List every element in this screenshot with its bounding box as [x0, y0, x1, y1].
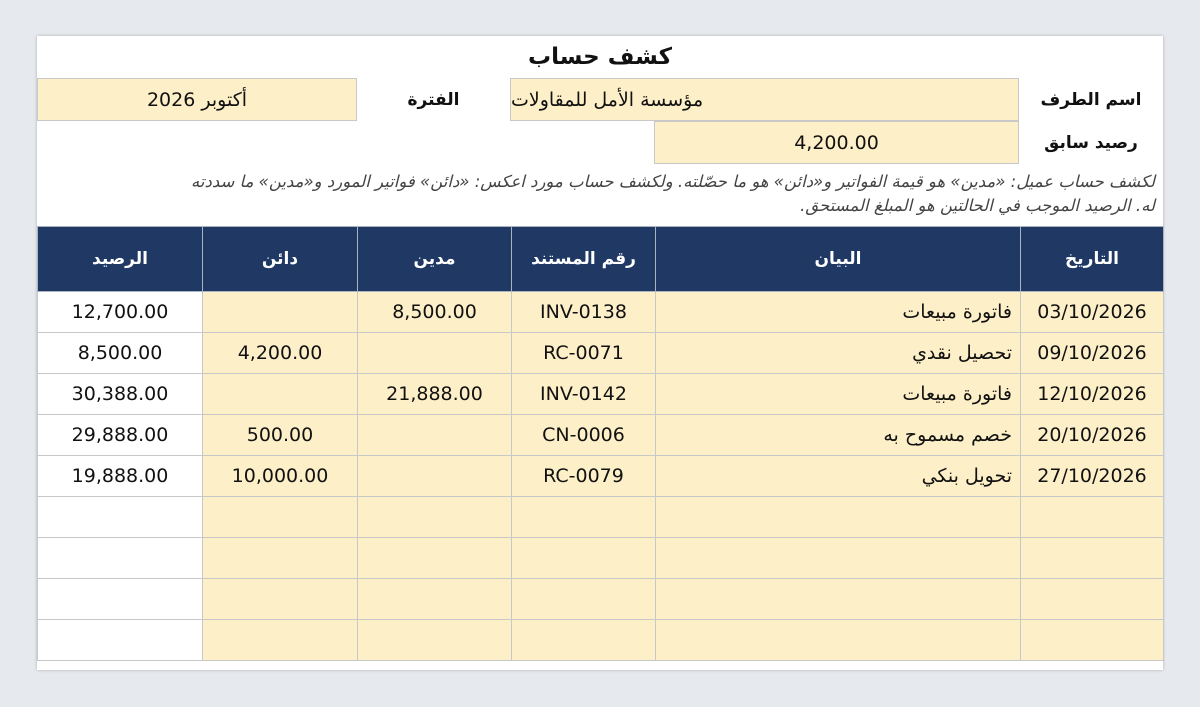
- header-balance: الرصيد: [38, 227, 203, 292]
- balance-cell[interactable]: [38, 497, 203, 538]
- description-cell[interactable]: فاتورة مبيعات: [656, 374, 1021, 415]
- instruction-note: [49, 170, 1155, 222]
- table-row: [38, 374, 1164, 415]
- instruction-note-line-1: لكشف حساب عميل: «مدين» هو قيمة الفواتير و«دائن» هو ما حصّلته. ولكشف حساب مورد اعكس: «دائن» فواتير المورد و«مدين» ما سددته: [191, 172, 1155, 191]
- credit-cell[interactable]: [203, 579, 358, 620]
- debit-cell[interactable]: 8,500.00: [358, 292, 512, 333]
- instruction-note-line-2: له. الرصيد الموجب في الحالتين هو المبلغ المستحق.: [800, 196, 1155, 215]
- debit-cell[interactable]: [358, 456, 512, 497]
- empty-row: [38, 620, 1164, 661]
- table-row: [38, 456, 1164, 497]
- debit-cell[interactable]: 21,888.00: [358, 374, 512, 415]
- empty-row: [38, 538, 1164, 579]
- description-cell[interactable]: [656, 497, 1021, 538]
- balance-cell[interactable]: 8,500.00: [38, 333, 203, 374]
- debit-cell[interactable]: [358, 333, 512, 374]
- empty-row: [38, 497, 1164, 538]
- date-cell[interactable]: [1021, 620, 1164, 661]
- description-cell[interactable]: تحصيل نقدي: [656, 333, 1021, 374]
- empty-row: [38, 579, 1164, 620]
- balance-cell[interactable]: [38, 579, 203, 620]
- doc-no-cell[interactable]: [512, 579, 656, 620]
- party-name-input[interactable]: مؤسسة الأمل للمقاولات: [510, 78, 1019, 121]
- date-cell[interactable]: [1021, 538, 1164, 579]
- credit-cell[interactable]: [203, 497, 358, 538]
- statement-sheet: [37, 36, 1163, 670]
- period-label: الفترة: [407, 89, 460, 110]
- date-cell[interactable]: [1021, 497, 1164, 538]
- description-cell[interactable]: [656, 538, 1021, 579]
- doc-no-cell[interactable]: INV-0138: [512, 292, 656, 333]
- doc-no-cell[interactable]: RC-0079: [512, 456, 656, 497]
- debit-cell[interactable]: [358, 497, 512, 538]
- opening-balance-input[interactable]: 4,200.00: [654, 121, 1019, 164]
- doc-no-cell[interactable]: [512, 497, 656, 538]
- date-cell[interactable]: [1021, 579, 1164, 620]
- date-cell[interactable]: 20/10/2026: [1021, 415, 1164, 456]
- balance-cell[interactable]: 30,388.00: [38, 374, 203, 415]
- date-cell[interactable]: 27/10/2026: [1021, 456, 1164, 497]
- doc-no-cell[interactable]: [512, 620, 656, 661]
- table-row: [38, 333, 1164, 374]
- description-cell[interactable]: [656, 620, 1021, 661]
- balance-cell[interactable]: [38, 538, 203, 579]
- balance-cell[interactable]: 12,700.00: [38, 292, 203, 333]
- credit-cell[interactable]: 4,200.00: [203, 333, 358, 374]
- debit-cell[interactable]: [358, 579, 512, 620]
- header-doc-no: رقم المستند: [512, 227, 656, 292]
- period-input[interactable]: أكتوبر 2026: [37, 78, 357, 121]
- doc-no-cell[interactable]: CN-0006: [512, 415, 656, 456]
- opening-balance-label: رصيد سابق: [1044, 132, 1138, 153]
- credit-cell[interactable]: [203, 374, 358, 415]
- date-cell[interactable]: 12/10/2026: [1021, 374, 1164, 415]
- balance-cell[interactable]: 19,888.00: [38, 456, 203, 497]
- header-description: البيان: [656, 227, 1021, 292]
- description-cell[interactable]: فاتورة مبيعات: [656, 292, 1021, 333]
- table-row: [38, 292, 1164, 333]
- header-credit: دائن: [203, 227, 358, 292]
- description-cell[interactable]: خصم مسموح به: [656, 415, 1021, 456]
- date-cell[interactable]: 09/10/2026: [1021, 333, 1164, 374]
- doc-no-cell[interactable]: INV-0142: [512, 374, 656, 415]
- debit-cell[interactable]: [358, 538, 512, 579]
- ledger-table: [37, 226, 1164, 661]
- date-cell[interactable]: 03/10/2026: [1021, 292, 1164, 333]
- description-cell[interactable]: تحويل بنكي: [656, 456, 1021, 497]
- description-cell[interactable]: [656, 579, 1021, 620]
- credit-cell[interactable]: [203, 538, 358, 579]
- credit-cell[interactable]: 500.00: [203, 415, 358, 456]
- credit-cell[interactable]: [203, 292, 358, 333]
- party-name-label: اسم الطرف: [1040, 89, 1142, 110]
- debit-cell[interactable]: [358, 415, 512, 456]
- doc-no-cell[interactable]: [512, 538, 656, 579]
- header-date: التاريخ: [1021, 227, 1164, 292]
- balance-cell[interactable]: [38, 620, 203, 661]
- doc-no-cell[interactable]: RC-0071: [512, 333, 656, 374]
- table-header-row: [38, 227, 1164, 292]
- balance-cell[interactable]: 29,888.00: [38, 415, 203, 456]
- debit-cell[interactable]: [358, 620, 512, 661]
- credit-cell[interactable]: [203, 620, 358, 661]
- credit-cell[interactable]: 10,000.00: [203, 456, 358, 497]
- page-title: كشف حساب: [528, 44, 672, 70]
- table-row: [38, 415, 1164, 456]
- header-debit: مدين: [358, 227, 512, 292]
